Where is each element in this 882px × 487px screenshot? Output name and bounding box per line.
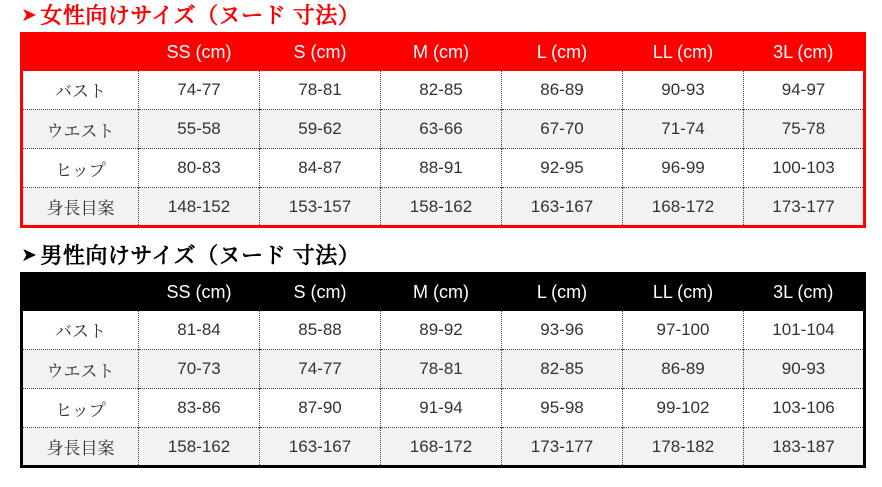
size-cell: 89-92 [381, 311, 502, 350]
size-cell: 55-58 [139, 110, 260, 149]
men-col-header-l: L (cm) [502, 274, 623, 311]
size-cell: 103-106 [744, 389, 865, 428]
men-header-row [22, 274, 865, 311]
size-cell: 90-93 [744, 350, 865, 389]
men-col-header-ss: SS (cm) [139, 274, 260, 311]
size-cell: 148-152 [139, 188, 260, 227]
men-col-header-m: M (cm) [381, 274, 502, 311]
women-corner-cell [22, 34, 139, 71]
men-row-label-bust: バスト [22, 311, 139, 350]
size-cell: 84-87 [260, 149, 381, 188]
size-cell: 183-187 [744, 428, 865, 467]
men-row-label-hip: ヒップ [22, 389, 139, 428]
women-col-header-m: M (cm) [381, 34, 502, 71]
size-cell: 100-103 [744, 149, 865, 188]
size-cell: 74-77 [139, 71, 260, 110]
men-row-label-height: 身長目案 [22, 428, 139, 467]
men-size-section [0, 242, 882, 468]
size-cell: 83-86 [139, 389, 260, 428]
women-size-title [21, 2, 882, 30]
size-cell: 87-90 [260, 389, 381, 428]
size-cell: 178-182 [623, 428, 744, 467]
women-row-height [22, 188, 865, 227]
size-cell: 85-88 [260, 311, 381, 350]
size-cell: 168-172 [623, 188, 744, 227]
size-cell: 93-96 [502, 311, 623, 350]
men-row-waist [22, 350, 865, 389]
size-cell: 96-99 [623, 149, 744, 188]
size-cell: 90-93 [623, 71, 744, 110]
women-col-header-l: L (cm) [502, 34, 623, 71]
size-cell: 99-102 [623, 389, 744, 428]
size-cell: 88-91 [381, 149, 502, 188]
arrow-icon: ➤ [21, 5, 38, 26]
size-cell: 97-100 [623, 311, 744, 350]
size-cell: 80-83 [139, 149, 260, 188]
size-cell: 94-97 [744, 71, 865, 110]
size-cell: 63-66 [381, 110, 502, 149]
size-cell: 173-177 [502, 428, 623, 467]
women-size-section [0, 2, 882, 228]
size-cell: 78-81 [260, 71, 381, 110]
size-cell: 78-81 [381, 350, 502, 389]
size-cell: 158-162 [381, 188, 502, 227]
women-row-bust [22, 71, 865, 110]
size-cell: 163-167 [260, 428, 381, 467]
women-row-label-waist: ウエスト [22, 110, 139, 149]
men-col-header-ll: LL (cm) [623, 274, 744, 311]
size-cell: 95-98 [502, 389, 623, 428]
size-cell: 74-77 [260, 350, 381, 389]
size-cell: 67-70 [502, 110, 623, 149]
women-row-label-hip: ヒップ [22, 149, 139, 188]
women-col-header-ll: LL (cm) [623, 34, 744, 71]
men-row-height [22, 428, 865, 467]
men-row-bust [22, 311, 865, 350]
men-size-table [20, 272, 866, 468]
size-cell: 86-89 [623, 350, 744, 389]
women-col-header-s: S (cm) [260, 34, 381, 71]
women-size-title-text: 女性向けサイズ（ヌード 寸法） [40, 3, 361, 28]
size-cell: 163-167 [502, 188, 623, 227]
women-row-waist [22, 110, 865, 149]
men-row-hip [22, 389, 865, 428]
men-col-header-3l: 3L (cm) [744, 274, 865, 311]
size-cell: 82-85 [502, 350, 623, 389]
women-row-label-bust: バスト [22, 71, 139, 110]
size-cell: 91-94 [381, 389, 502, 428]
size-cell: 101-104 [744, 311, 865, 350]
women-col-header-3l: 3L (cm) [744, 34, 865, 71]
women-row-label-height: 身長目案 [22, 188, 139, 227]
size-cell: 153-157 [260, 188, 381, 227]
men-col-header-s: S (cm) [260, 274, 381, 311]
size-cell: 158-162 [139, 428, 260, 467]
size-cell: 75-78 [744, 110, 865, 149]
women-header-row [22, 34, 865, 71]
size-cell: 70-73 [139, 350, 260, 389]
men-corner-cell [22, 274, 139, 311]
women-col-header-ss: SS (cm) [139, 34, 260, 71]
women-row-hip [22, 149, 865, 188]
size-cell: 86-89 [502, 71, 623, 110]
size-cell: 92-95 [502, 149, 623, 188]
size-cell: 82-85 [381, 71, 502, 110]
men-size-title-text: 男性向けサイズ（ヌード 寸法） [40, 243, 361, 268]
size-cell: 81-84 [139, 311, 260, 350]
men-size-title [21, 242, 882, 270]
men-row-label-waist: ウエスト [22, 350, 139, 389]
size-cell: 59-62 [260, 110, 381, 149]
size-cell: 71-74 [623, 110, 744, 149]
size-cell: 173-177 [744, 188, 865, 227]
arrow-icon: ➤ [21, 245, 38, 266]
women-size-table [20, 32, 866, 228]
size-cell: 168-172 [381, 428, 502, 467]
